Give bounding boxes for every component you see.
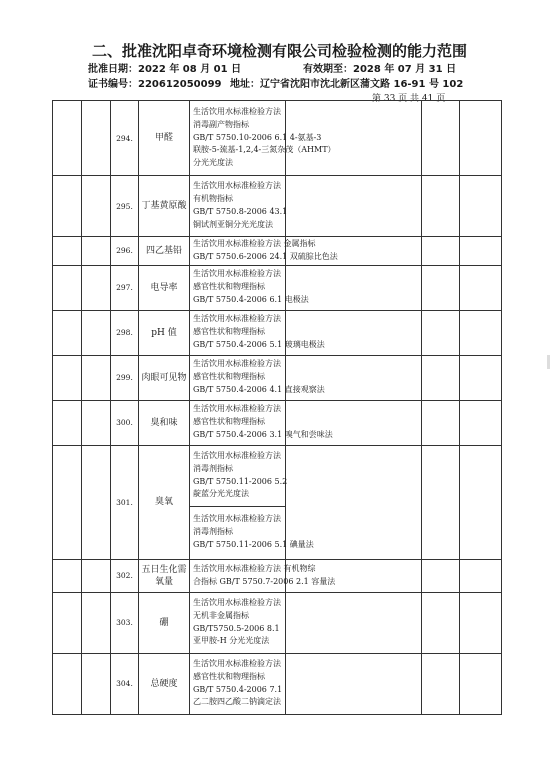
row-number: 304. — [111, 653, 139, 714]
address: 地址：辽宁省沈阳市沈北新区蒲文路 16-91 号 102 — [230, 79, 464, 90]
method-cell — [190, 506, 314, 559]
row-number: 298. — [111, 310, 139, 355]
remark-col-b — [460, 400, 502, 445]
remark-col-a — [422, 400, 460, 445]
method-line: 生活饮用水标准检验方法 金属指标 — [193, 239, 316, 248]
edge-mark — [547, 355, 550, 369]
table-row — [53, 265, 502, 310]
method-line: 生活饮用水标准检验方法 — [193, 269, 281, 279]
method-line: 乙二胺四乙酸二钠滴定法 — [193, 697, 281, 707]
blank-col-b — [82, 653, 111, 714]
method-line: 感官性状和物理指标 — [193, 372, 265, 382]
remark-col-a — [422, 176, 460, 237]
page-title: 二、批准沈阳卓奇环境检测有限公司检验检测的能力范围 — [92, 42, 468, 60]
blank-col-a — [53, 653, 82, 714]
method-line: 生活饮用水标准检验方法 — [193, 659, 281, 668]
method-line: GB/T 5750.4-2006 7.1 — [193, 684, 283, 694]
method-cell — [190, 592, 286, 653]
remark-col-a — [422, 355, 460, 400]
test-item: 臭和味 — [139, 400, 190, 445]
method-line: GB/T 5750.8-2006 43.1 — [193, 207, 288, 216]
method-line: 铜试剂亚铜分光光度法 — [193, 219, 273, 229]
blank-col-b — [82, 237, 111, 266]
remark-col-b — [460, 310, 502, 355]
method-line: 生活饮用水标准检验方法 — [193, 359, 281, 369]
method-cell — [190, 559, 336, 592]
blank-col-a — [53, 445, 82, 559]
page-number: 第 33 页 共 41 页 — [372, 94, 446, 104]
test-item: 甲醛 — [139, 101, 190, 176]
test-item: 臭氧 — [139, 445, 190, 559]
valid-until: 有效期至：2028 年 07 月 31 日 — [303, 64, 457, 75]
remark-col-a — [422, 310, 460, 355]
test-item: 五日生化需氧量 — [139, 559, 190, 592]
blank-col-b — [82, 400, 111, 445]
remark-col-b — [460, 653, 502, 714]
method-line: 感官性状和物理指标 — [193, 671, 265, 681]
remark-col-b — [460, 445, 502, 559]
test-item: 四乙基铅 — [139, 237, 190, 266]
method-line: 生活饮用水标准检验方法 有机物综 — [193, 563, 316, 573]
blank-col-a — [53, 355, 82, 400]
table-row — [53, 310, 502, 355]
blank-col-b — [82, 559, 111, 592]
method-line: 无机非金属指标 — [193, 610, 249, 620]
limit-col — [286, 592, 422, 653]
method-line: 消毒剂指标 — [193, 527, 233, 537]
row-number: 300. — [111, 400, 139, 445]
blank-col-b — [82, 176, 111, 237]
test-item: 肉眼可见物 — [139, 355, 190, 400]
table-row — [53, 176, 502, 237]
table-row — [53, 445, 502, 506]
remark-col-b — [460, 265, 502, 310]
table-row — [53, 101, 502, 176]
method-cell — [190, 653, 286, 714]
method-line: GB/T 5750.11-2006 5.1 碘量法 — [193, 539, 314, 549]
method-cell — [190, 101, 336, 176]
remark-col-b — [460, 176, 502, 237]
blank-col-b — [82, 310, 111, 355]
blank-col-a — [53, 101, 82, 176]
method-cell — [190, 400, 333, 445]
remark-col-b — [460, 355, 502, 400]
table-row — [53, 355, 502, 400]
remark-col-a — [422, 237, 460, 266]
method-line: 生活饮用水标准检验方法 — [193, 451, 281, 460]
row-number: 299. — [111, 355, 139, 400]
method-line: 生活饮用水标准检验方法 — [193, 107, 281, 116]
limit-col — [286, 176, 422, 237]
method-line: 感官性状和物理指标 — [193, 417, 265, 427]
method-line: GB/T 5750.10-2006 6.1 4-氨基-3 — [193, 132, 322, 142]
method-cell — [190, 445, 286, 506]
blank-col-a — [53, 310, 82, 355]
method-line: GB/T 5750.4-2006 4.1 直接观察法 — [193, 384, 325, 394]
test-item: 电导率 — [139, 265, 190, 310]
method-line: 生活饮用水标准检验方法 — [193, 598, 281, 607]
row-number: 301. — [111, 445, 139, 559]
remark-col-a — [422, 559, 460, 592]
method-line: GB/T 5750.11-2006 5.2 — [193, 476, 288, 486]
row-number: 296. — [111, 237, 139, 266]
method-line: 消毒副产物指标 — [193, 119, 249, 129]
method-line: 合指标 GB/T 5750.7-2006 2.1 容量法 — [193, 576, 336, 586]
row-number: 303. — [111, 592, 139, 653]
method-cell — [190, 355, 325, 400]
remark-col-b — [460, 559, 502, 592]
method-cell — [190, 265, 309, 310]
test-item: 丁基黄原酸 — [139, 176, 190, 237]
blank-col-a — [53, 400, 82, 445]
row-number: 297. — [111, 265, 139, 310]
remark-col-a — [422, 653, 460, 714]
blank-col-a — [53, 176, 82, 237]
method-line: 生活饮用水标准检验方法 — [193, 404, 281, 414]
row-number: 294. — [111, 101, 139, 176]
method-line: GB/T 5750.4-2006 3.1 嗅气和尝味法 — [193, 429, 333, 439]
test-item: 总硬度 — [139, 653, 190, 714]
table-row — [53, 653, 502, 714]
row-number: 295. — [111, 176, 139, 237]
capability-table — [52, 100, 502, 715]
blank-col-b — [82, 355, 111, 400]
blank-col-a — [53, 265, 82, 310]
method-line: 有机物指标 — [193, 194, 233, 204]
remark-col-b — [460, 592, 502, 653]
blank-col-a — [53, 592, 82, 653]
row-number: 302. — [111, 559, 139, 592]
table-row — [53, 400, 502, 445]
blank-col-a — [53, 237, 82, 266]
method-cell — [190, 176, 286, 237]
test-item: pH 值 — [139, 310, 190, 355]
certificate-number: 证书编号：220612050099 — [88, 79, 222, 90]
blank-col-b — [82, 101, 111, 176]
method-line: 联胺-5-巯基-1,2,4-三氮杂茂（AHMT） — [193, 145, 336, 155]
table-row — [53, 559, 502, 592]
remark-col-b — [460, 237, 502, 266]
method-cell — [190, 237, 338, 266]
method-line: 亚甲胺-H 分光光度法 — [193, 636, 270, 646]
table-row — [53, 592, 502, 653]
limit-col — [286, 653, 422, 714]
method-line: GB/T 5750.6-2006 24.1 双硫腙比色法 — [193, 251, 338, 261]
method-line: 分光光度法 — [193, 158, 233, 168]
method-line: 靛蓝分光光度法 — [193, 489, 249, 499]
remark-col-a — [422, 445, 460, 559]
method-line: 感官性状和物理指标 — [193, 327, 265, 337]
remark-col-a — [422, 592, 460, 653]
remark-col-a — [422, 265, 460, 310]
method-line: 生活饮用水标准检验方法 — [193, 314, 281, 324]
method-line: 消毒剂指标 — [193, 463, 233, 473]
test-item: 硼 — [139, 592, 190, 653]
remark-col-b — [460, 101, 502, 176]
blank-col-b — [82, 592, 111, 653]
approval-date: 批准日期：2022 年 08 月 01 日 — [88, 64, 242, 75]
method-line: GB/T5750.5-2006 8.1 — [193, 623, 280, 633]
method-line: GB/T 5750.4-2006 5.1 玻璃电极法 — [193, 339, 325, 349]
blank-col-a — [53, 559, 82, 592]
method-line: 生活饮用水标准检验方法 — [193, 514, 281, 524]
blank-col-b — [82, 445, 111, 559]
method-line: 生活饮用水标准检验方法 — [193, 181, 281, 191]
method-cell — [190, 310, 325, 355]
remark-col-a — [422, 101, 460, 176]
blank-col-b — [82, 265, 111, 310]
method-line: 感官性状和物理指标 — [193, 282, 265, 292]
table-row — [53, 237, 502, 266]
method-line: GB/T 5750.4-2006 6.1 电极法 — [193, 294, 309, 304]
